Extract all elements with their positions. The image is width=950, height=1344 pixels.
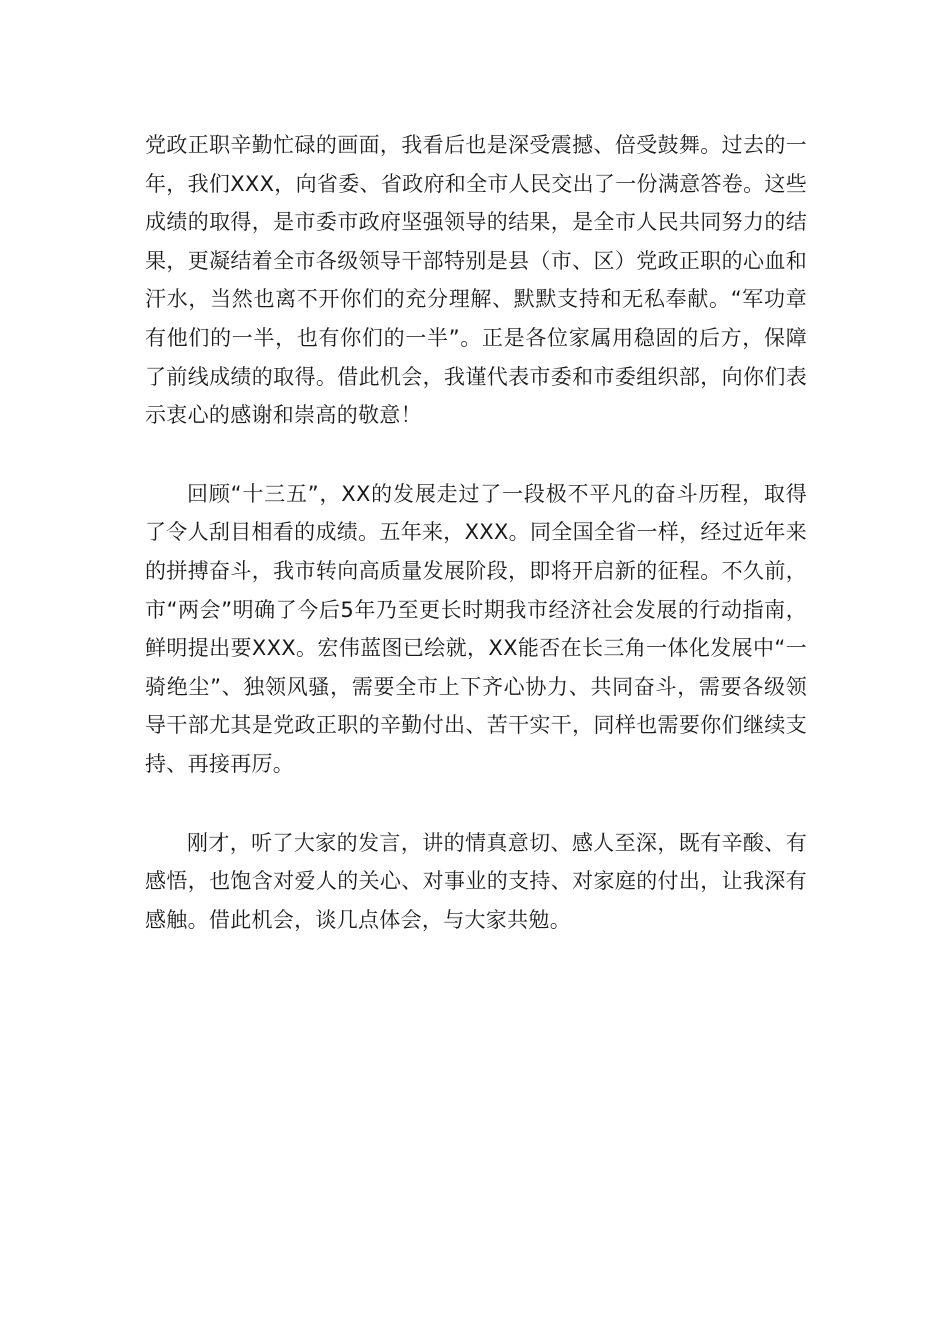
paragraph-1: 党政正职辛勤忙碌的画面，我看后也是深受震撼、倍受鼓舞。过去的一年，我们XXX，向省委、省政府和全市人民交出了一份满意答卷。这些成绩的取得，是市委市政府坚强领导的结果，是全市人民共同努力的结果，更凝结着全市各级领导干部特别是县（市、区）党政正职的心血和汗水，当然也离不开你们的充分理解、默默支持和无私奉献。“军功章有他们的一半，也有你们的一半”。正是各位家属用稳固的后方，保障了前线成绩的取得。借此机会，我谨代表市委和市委组织部，向你们表示衷心的感谢和崇高的敬意！ xyxy=(145,133,807,428)
document-body xyxy=(145,126,807,939)
paragraph-2: 回顾“十三五”，XX的发展走过了一段极不平凡的奋斗历程，取得了令人刮目相看的成绩。五年来，XXX。同全国全省一样，经过近年来的拼搏奋斗，我市转向高质量发展阶段，即将开启新的征程。不久前，市“两会”明确了今后5年乃至更长时期我市经济社会发展的行动指南，鲜明提出要XXX。宏伟蓝图已绘就，XX能否在长三角一体化发展中“一骑绝尘”、独领风骚，需要全市上下齐心协力、共同奋斗，需要各级领导干部尤其是党政正职的辛勤付出、苦干实干，同样也需要你们继续支持、再接再厉。 xyxy=(145,481,807,776)
paragraph-3: 刚才，听了大家的发言，讲的情真意切、感人至深，既有辛酸、有感悟，也饱含对爱人的关心、对事业的支持、对家庭的付出，让我深有感触。借此机会，谈几点体会，与大家共勉。 xyxy=(145,830,807,932)
